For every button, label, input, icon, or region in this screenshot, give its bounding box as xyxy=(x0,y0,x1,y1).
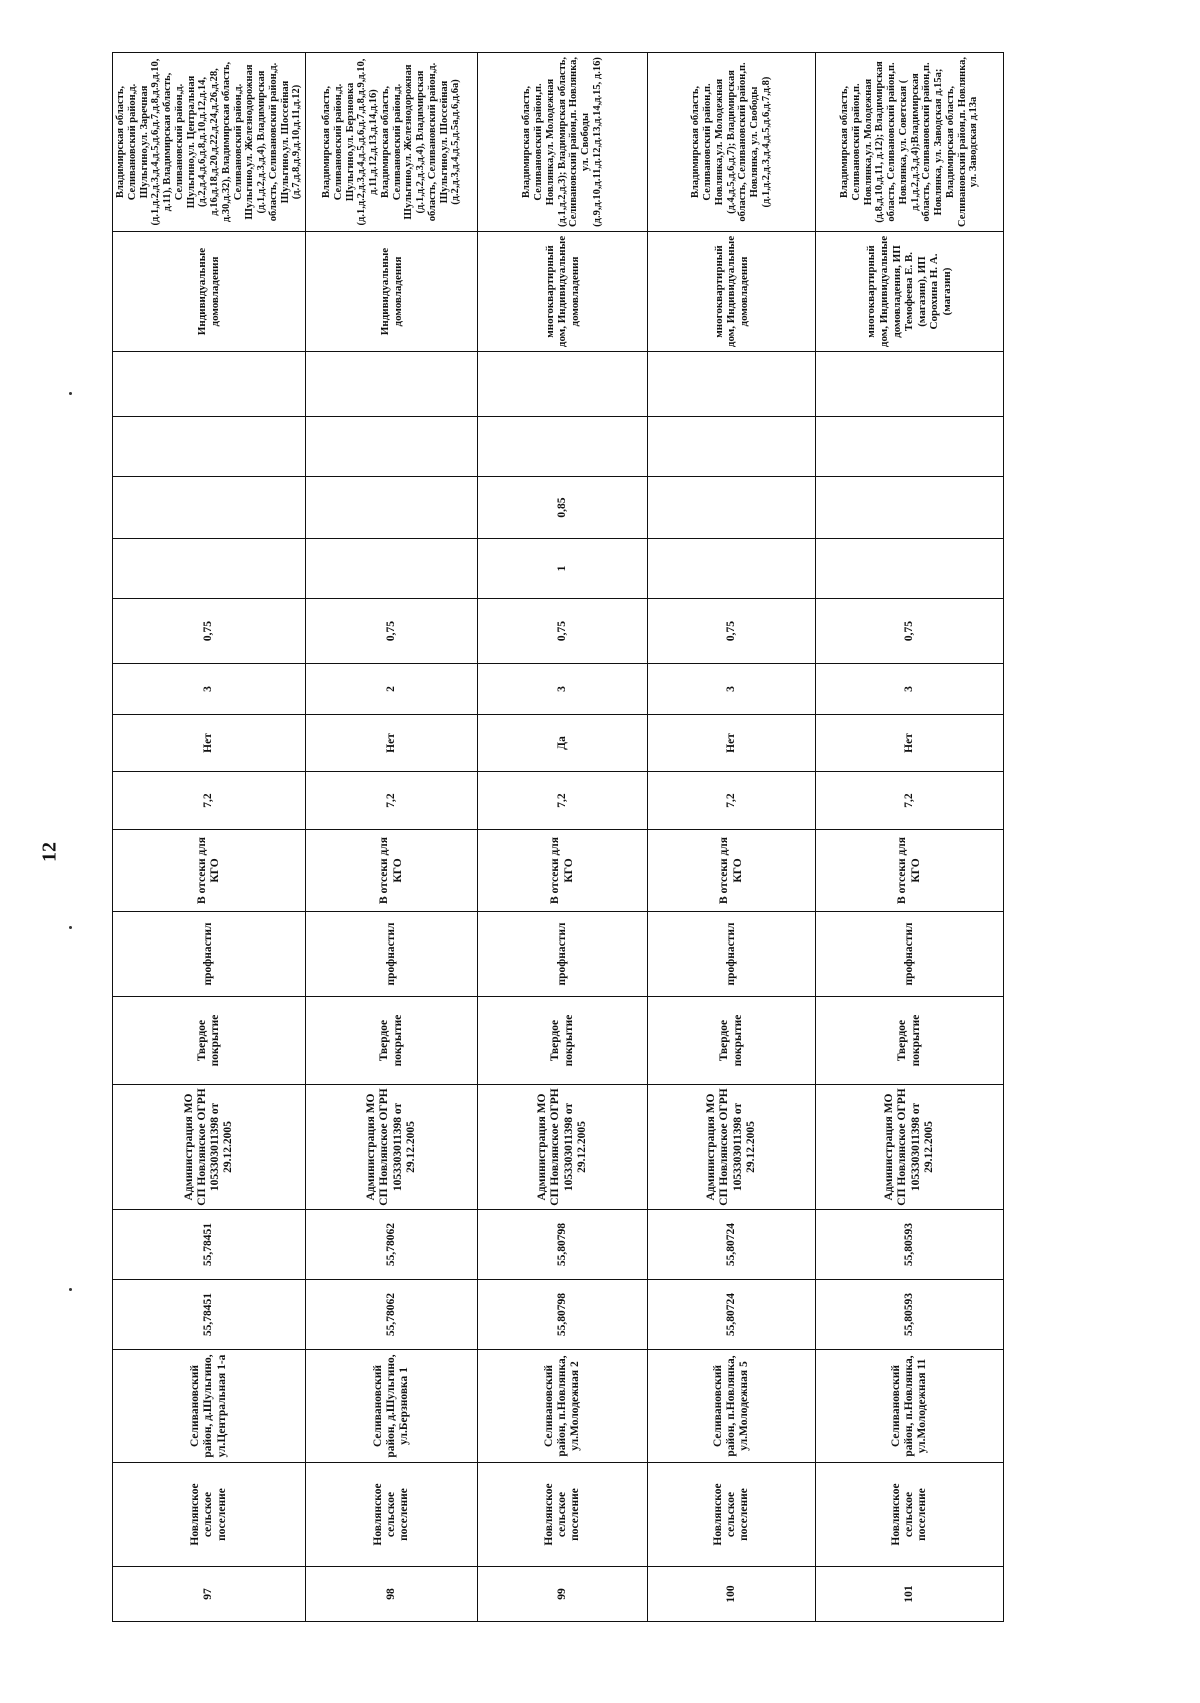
cell-area: 7,2 xyxy=(113,772,306,830)
cell-surface: Твердое покрытие xyxy=(306,997,478,1085)
cell-longitude: 55,78451 xyxy=(113,1210,306,1280)
cell-empty-4 xyxy=(816,352,1004,417)
cell-container-volume: 0,75 xyxy=(478,599,648,664)
cell-container-count-2: 1 xyxy=(478,539,648,599)
cell-number: 101 xyxy=(816,1567,1004,1622)
cell-fence: профнастил xyxy=(306,912,478,997)
cell-location: Селивановский район, п.Новлянка, ул.Молодежная 5 xyxy=(648,1350,816,1463)
cell-number: 97 xyxy=(113,1567,306,1622)
scan-dot xyxy=(69,1288,72,1291)
cell-empty-3 xyxy=(113,417,306,477)
cell-container-count: 3 xyxy=(113,664,306,715)
page-number: 12 xyxy=(38,842,61,862)
cell-addresses: Владимирская область, Селивановский район,п. Новлянка,ул. Молодежная (д.4,д.5,д.6,д.7); Владимирская область, Селивановский район,п. Новлянка, ул. Свободы (д.1,д.2,д.3,д.4,д.5,д.6,д.7,д.8) xyxy=(648,53,816,232)
cell-number: 99 xyxy=(478,1567,648,1622)
cell-container-count: 3 xyxy=(816,664,1004,715)
cell-fence: профнастил xyxy=(113,912,306,997)
cell-fence: профнастил xyxy=(816,912,1004,997)
cell-container-volume-2 xyxy=(816,477,1004,539)
cell-surface: Твердое покрытие xyxy=(648,997,816,1085)
cell-empty-3 xyxy=(478,417,648,477)
cell-empty-3 xyxy=(648,417,816,477)
cell-container-count-2 xyxy=(648,539,816,599)
cell-container-count: 3 xyxy=(648,664,816,715)
cell-settlement: Новлянское сельское поселение xyxy=(113,1463,306,1567)
cell-location: Селивановский район, п.Новлянка, ул.Молодежная 2 xyxy=(478,1350,648,1463)
cell-container-count-2 xyxy=(306,539,478,599)
cell-owner: Администрация МО СП Новлянское ОГРН 1053303011398 от 29.12.2005 xyxy=(816,1085,1004,1210)
cell-settlement: Новлянское сельское поселение xyxy=(816,1463,1004,1567)
cell-area: 7,2 xyxy=(648,772,816,830)
cell-container-count: 2 xyxy=(306,664,478,715)
cell-location: Селивановский район, д.Шульгино, ул.Центральная 1-а xyxy=(113,1350,306,1463)
registry-table-wrapper xyxy=(112,57,982,1622)
table-row xyxy=(816,53,1004,1622)
cell-empty-4 xyxy=(113,352,306,417)
cell-container-count-2 xyxy=(816,539,1004,599)
cell-empty-3 xyxy=(306,417,478,477)
cell-waste-source: многоквартирный дом, Индивидуальные домовладения xyxy=(648,232,816,352)
cell-addresses: Владимирская область, Селивановский район,п. Новлянка,ул. Молодежная (д.1,д.2,д.3); Владимирская область, Селивановский район,п. Новлянка, ул. Свободы (д.9,д.10,д.11,д.12,д.13,д.14,д.15, д.16) xyxy=(478,53,648,232)
cell-owner: Администрация МО СП Новлянское ОГРН 1053303011398 от 29.12.2005 xyxy=(648,1085,816,1210)
cell-latitude: 55,80724 xyxy=(648,1280,816,1350)
cell-latitude: 55,80593 xyxy=(816,1280,1004,1350)
cell-type: В отсеки для КГО xyxy=(113,830,306,912)
cell-waste-source: Индивидуальные домовладения xyxy=(113,232,306,352)
cell-waste-source: многоквартирный дом, Индивидуальные домовладения, ИП Темофеева Е. В.(магазин), ИП Сорохина Н. А. (магазин) xyxy=(816,232,1004,352)
cell-settlement: Новлянское сельское поселение xyxy=(306,1463,478,1567)
cell-empty-4 xyxy=(478,352,648,417)
cell-longitude: 55,80593 xyxy=(816,1210,1004,1280)
cell-longitude: 55,78062 xyxy=(306,1210,478,1280)
cell-shed: Нет xyxy=(816,715,1004,772)
table-row xyxy=(306,53,478,1622)
cell-addresses: Владимирская область, Селивановский район,д. Шульгино,ул. Берзновка (д.1,д.2,д.3,д.4,д.5,д.6,д.7,д.8,д.9,д.10,д.11,д.12,д.13,д.14,д.16) Владимирская область, Селивановский район,д. Шульгино,ул. Железнодорожная (д.1,д.2,д.3,д.4), Владимирская область, Селивановский район,д. Шульгино,ул. Шоссейная (д.2,д.3,д.4,д.5,д.5а,д.6,д.6а) xyxy=(306,53,478,232)
cell-surface: Твердое покрытие xyxy=(113,997,306,1085)
cell-container-volume: 0,75 xyxy=(648,599,816,664)
cell-type: В отсеки для КГО xyxy=(478,830,648,912)
cell-location: Селивановский район, д.Шульгино, ул.Берзновка 1 xyxy=(306,1350,478,1463)
cell-empty-4 xyxy=(648,352,816,417)
cell-waste-source: Индивидуальные домовладения xyxy=(306,232,478,352)
registry-table xyxy=(112,52,1004,1622)
cell-area: 7,2 xyxy=(816,772,1004,830)
cell-shed: Нет xyxy=(113,715,306,772)
cell-number: 98 xyxy=(306,1567,478,1622)
cell-addresses: Владимирская область, Селивановский район,д. Шульгино,ул. Заречная (д.1,д.2,д.3,д.4,д.5,д.6,д.7,д.8,д.9,д.10,д.11), Владимирская область, Селивановский район,д. Шульгино,ул. Центральная (д.2,д.4,д.6,д.8,д.10,д.12,д.14, д.16,д.18,д.20,д.22,д.24,д.26,д.28, д.30,д.32), Владимирская область, Селивановский район,д. Шульгино,ул. Железнодорожная (д.1,д.2,д.3,д.4), Владимирская область, Селивановский район,д. Шульгино,ул. Шоссейная (д.7,д.8,д.9,д.10,д.11,д.12) xyxy=(113,53,306,232)
table-row xyxy=(648,53,816,1622)
cell-container-volume: 0,75 xyxy=(306,599,478,664)
table-row xyxy=(478,53,648,1622)
cell-container-count-2 xyxy=(113,539,306,599)
cell-owner: Администрация МО СП Новлянское ОГРН 1053303011398 от 29.12.2005 xyxy=(478,1085,648,1210)
cell-shed: Да xyxy=(478,715,648,772)
cell-shed: Нет xyxy=(648,715,816,772)
cell-latitude: 55,80798 xyxy=(478,1280,648,1350)
cell-container-volume-2: 0,85 xyxy=(478,477,648,539)
cell-empty-4 xyxy=(306,352,478,417)
cell-container-volume-2 xyxy=(306,477,478,539)
cell-area: 7,2 xyxy=(306,772,478,830)
scan-dot xyxy=(69,392,72,395)
cell-owner: Администрация МО СП Новлянское ОГРН 1053303011398 от 29.12.2005 xyxy=(113,1085,306,1210)
cell-settlement: Новлянское сельское поселение xyxy=(648,1463,816,1567)
cell-container-count: 3 xyxy=(478,664,648,715)
cell-fence: профнастил xyxy=(478,912,648,997)
cell-empty-3 xyxy=(816,417,1004,477)
cell-waste-source: многоквартирный дом, Индивидуальные домовладения xyxy=(478,232,648,352)
cell-container-volume-2 xyxy=(113,477,306,539)
cell-number: 100 xyxy=(648,1567,816,1622)
cell-addresses: Владимирская область, Селивановский район,п. Новлянка,ул. Молодежная (д.8,д.10,д.11, д.12); Владимирская область, Селивановский район,п. Новлянка, ул. Советская ( д.1,д.2,д.3,д.4);Владимирская область, Селивановский район,п. Новлянка, ул. Заводская д.15а; Владимирская область, Селивановский район,п. Новлянка, ул. Заводская д.13а xyxy=(816,53,1004,232)
cell-container-volume: 0,75 xyxy=(816,599,1004,664)
cell-settlement: Новлянское сельское поселение xyxy=(478,1463,648,1567)
cell-surface: Твердое покрытие xyxy=(478,997,648,1085)
cell-shed: Нет xyxy=(306,715,478,772)
cell-longitude: 55,80724 xyxy=(648,1210,816,1280)
table-row xyxy=(113,53,306,1622)
cell-type: В отсеки для КГО xyxy=(306,830,478,912)
cell-surface: Твердое покрытие xyxy=(816,997,1004,1085)
scan-dot xyxy=(69,926,72,929)
cell-type: В отсеки для КГО xyxy=(816,830,1004,912)
cell-container-volume: 0,75 xyxy=(113,599,306,664)
cell-owner: Администрация МО СП Новлянское ОГРН 1053303011398 от 29.12.2005 xyxy=(306,1085,478,1210)
cell-longitude: 55,80798 xyxy=(478,1210,648,1280)
cell-latitude: 55,78451 xyxy=(113,1280,306,1350)
cell-container-volume-2 xyxy=(648,477,816,539)
cell-latitude: 55,78062 xyxy=(306,1280,478,1350)
cell-fence: профнастил xyxy=(648,912,816,997)
cell-location: Селивановский район, п.Новлянка, ул.Молодежная 11 xyxy=(816,1350,1004,1463)
cell-type: В отсеки для КГО xyxy=(648,830,816,912)
cell-area: 7,2 xyxy=(478,772,648,830)
